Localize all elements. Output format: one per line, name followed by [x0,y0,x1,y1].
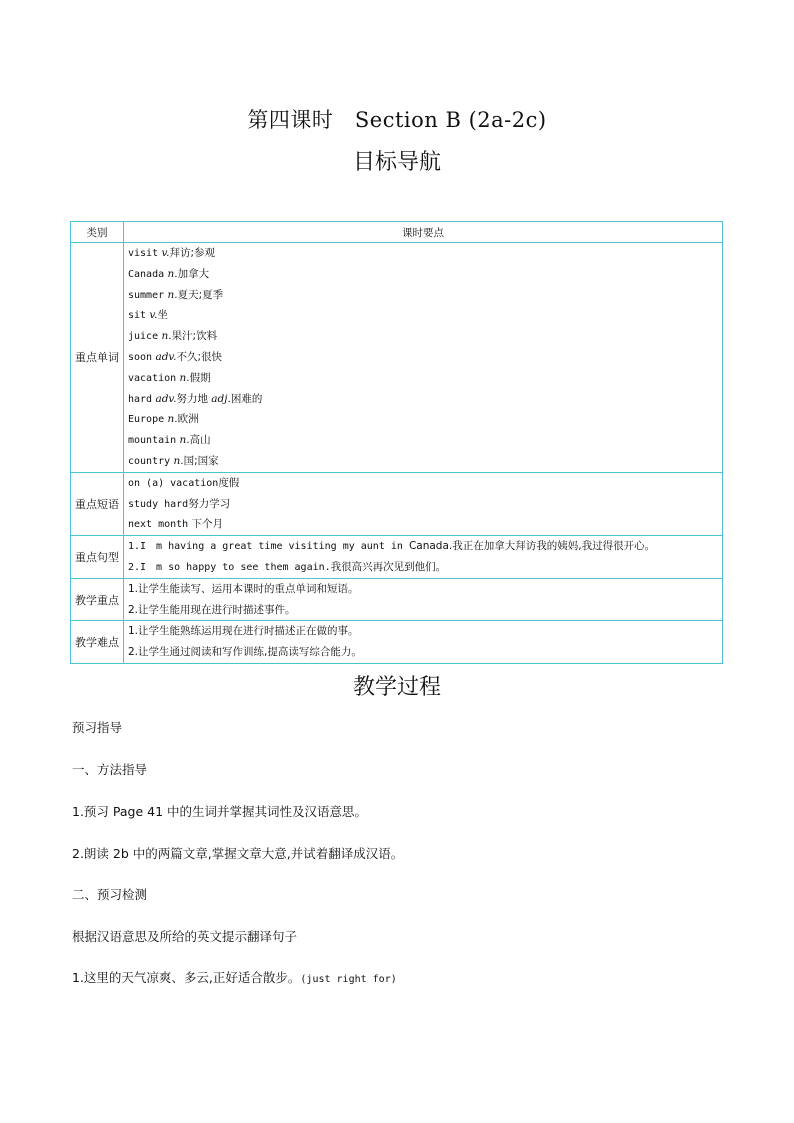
phrase-chinese: 努力学习 [188,497,231,510]
lesson-points-table [70,221,723,664]
category-cell: 教学重点 [71,578,124,621]
vocab-meaning: 国;国家 [183,454,219,467]
vocab-pos: n. [161,330,172,343]
phrase-english: next month [128,519,189,531]
translation-instruction: 根据汉语意思及所给的英文提示翻译句子 [72,929,298,944]
table-row [71,536,723,579]
vocab-meaning: 夏天;夏季 [177,288,224,301]
phrase-item [128,494,722,515]
vocab-pos: n. [173,454,184,467]
phrase-item [128,473,722,494]
sentence-item [128,536,722,557]
vocab-pos: n. [167,267,178,280]
vocab-word: Canada [128,268,165,280]
vocab-item [128,368,722,389]
column-header-points: 课时要点 [124,222,723,243]
vocab-word: soon [128,351,153,363]
phrases-cell [124,472,723,535]
phrase-chinese: 度假 [218,476,240,489]
teaching-difficulty-cell [124,621,723,664]
vocab-meaning: 高山 [189,434,211,447]
phrase-chinese: 下个月 [188,518,224,531]
vocab-meaning: 努力地 [176,392,208,405]
vocab-meaning: 不久;很快 [176,350,222,363]
column-header-category: 类别 [71,222,124,243]
section-heading-process: 教学过程 [352,675,441,700]
question-1-text: 1.这里的天气凉爽、多云,正好适合散步。 [72,970,301,985]
vocab-word: visit [128,248,159,259]
vocab-meaning: 假期 [189,371,211,384]
table-header-row [71,222,723,243]
sentence-chinese: 我正在加拿大拜访我的姨妈,我过得很开心。 [452,540,656,553]
method-item-1: 1.预习 Page 41 中的生词并掌握其词性及汉语意思。 [72,804,368,819]
vocab-item [128,326,722,347]
method-item-2: 2.朗读 2b 中的两篇文章,掌握文章大意,并试着翻译成汉语。 [72,846,404,861]
sentence-chinese: 我很高兴再次见到他们。 [330,560,447,573]
vocab-meaning: 拜访;参观 [169,247,216,259]
vocab-item [128,451,722,472]
vocab-meaning: 果汁;饮料 [171,330,218,343]
sentence-english: 1.I m having a great time visiting my aunt in [128,541,409,553]
sentence-english: 2.I m so happy to see them again. [128,561,331,573]
vocab-word: hard [128,393,153,405]
category-cell: 教学难点 [71,621,124,664]
vocab-meaning: 加拿大 [177,267,210,280]
lesson-title: 第四课时 Section B (2a-2c) [247,108,547,132]
sentence-item [128,557,722,578]
sentence-english-tail: Canada. [408,540,453,553]
list-item: 2.让学生通过阅读和写作训练,提高读写综合能力。 [128,646,362,659]
vocab-word: sit [128,310,147,322]
table-row [71,243,723,473]
vocab-word: vacation [128,372,177,384]
vocab-pos: n. [167,413,178,426]
vocab-pos: adv. [155,392,177,405]
vocab-item [128,430,722,451]
vocab-word: Europe [128,414,165,426]
table-row [71,578,723,621]
preview-check-heading: 二、预习检测 [72,887,148,902]
category-cell: 重点句型 [71,536,124,579]
teaching-focus-cell [124,578,723,621]
phrase-item [128,514,722,535]
vocab-item [128,243,722,264]
vocab-meaning: 困难的 [230,392,263,405]
vocab-pos: adj. [211,392,231,405]
vocab-meaning: 坐 [157,309,168,322]
phrase-english: on (a) vacation [128,477,219,489]
vocab-pos: v. [149,309,158,322]
vocab-item [128,264,722,285]
vocab-item [128,409,722,430]
method-guide-heading: 一、方法指导 [72,762,148,777]
question-1-hint: (just right for) [300,974,397,985]
list-item: 1.让学生能熟练运用现在进行时描述正在做的事。 [128,625,359,638]
vocab-item [128,389,722,410]
vocab-word: summer [128,289,165,301]
table-row [71,472,723,535]
preview-guide-heading: 预习指导 [72,720,123,735]
list-item: 1.让学生能读写、运用本课时的重点单词和短语。 [128,582,359,595]
vocab-item [128,305,722,326]
phrase-english: study hard [128,498,189,510]
question-1 [72,968,397,986]
sentences-cell [124,536,723,579]
vocab-pos: v. [161,247,170,259]
vocab-pos: n. [167,288,178,301]
vocab-pos: n. [179,434,190,447]
category-cell: 重点短语 [71,472,124,535]
vocab-item [128,347,722,368]
vocabulary-cell [124,243,723,473]
list-item: 2.让学生能用现在进行时描述事件。 [128,603,296,616]
vocab-pos: adv. [155,350,177,363]
vocab-word: juice [128,331,159,343]
vocab-meaning: 欧洲 [177,413,199,426]
vocab-item [128,285,722,306]
table-row [71,621,723,664]
vocab-word: country [128,455,171,467]
category-cell: 重点单词 [71,243,124,473]
vocab-pos: n. [179,371,190,384]
vocab-word: mountain [128,435,177,447]
section-heading-goals: 目标导航 [352,150,441,175]
